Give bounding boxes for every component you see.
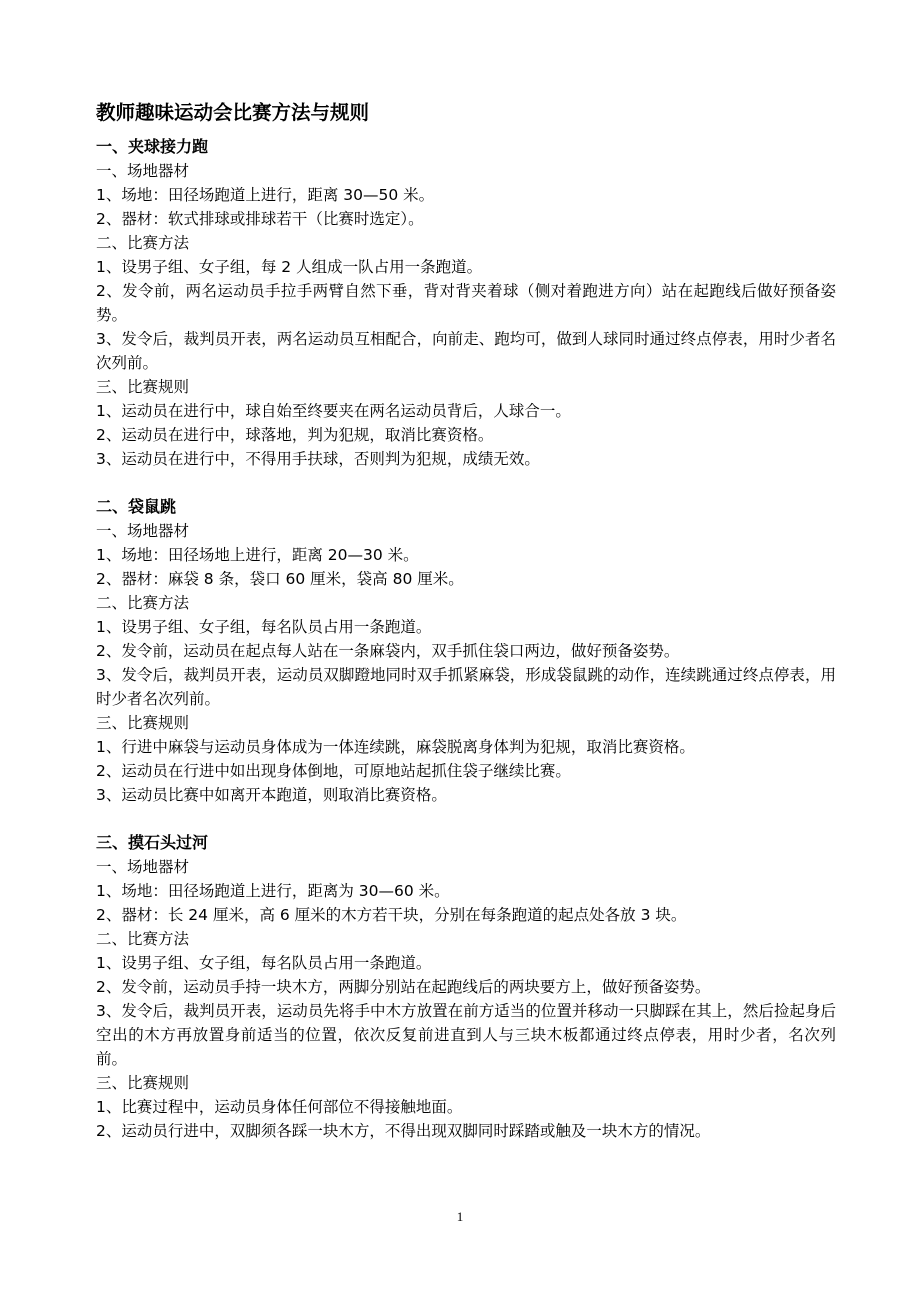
rule-item: 2、发令前，运动员在起点每人站在一条麻袋内，双手抓住袋口两边，做好预备姿势。 — [96, 642, 680, 660]
rule-item: 3、运动员比赛中如离开本跑道，则取消比赛资格。 — [96, 786, 447, 804]
rule-item: 1、运动员在进行中，球自始至终要夹在两名运动员背后，人球合一。 — [96, 402, 571, 420]
page-number: 1 — [456, 1209, 464, 1224]
section-title: 三、摸石头过河 — [96, 833, 209, 852]
subsection-label: 三、比赛规则 — [96, 714, 190, 732]
rule-item: 1、比赛过程中，运动员身体任何部位不得接触地面。 — [96, 1098, 463, 1116]
rule-item: 2、运动员在进行中，球落地，判为犯规，取消比赛资格。 — [96, 426, 494, 444]
document-body — [96, 99, 836, 1143]
section-title: 二、袋鼠跳 — [96, 497, 177, 516]
rule-item: 2、发令前，运动员手持一块木方，两脚分别站在起跑线后的两块要方上，做好预备姿势。 — [96, 978, 711, 996]
rule-item: 3、发令后，裁判员开表，运动员先将手中木方放置在前方适当的位置并移动一只脚踩在其上，然后捡起身后空出的木方再放置身前适当的位置，依次反复前进直到人与三块木板都通过终点停表，用时少者，名次列前。 — [96, 1002, 836, 1068]
subsection-label: 三、比赛规则 — [96, 378, 190, 396]
rule-item: 2、器材：长 24 厘米，高 6 厘米的木方若干块，分别在每条跑道的起点处各放 3 块。 — [96, 906, 687, 924]
rule-item: 3、发令后，裁判员开表，两名运动员互相配合，向前走、跑均可，做到人球同时通过终点停表，用时少者名次列前。 — [96, 330, 836, 372]
spacer — [96, 471, 836, 495]
subsection-label: 一、场地器材 — [96, 858, 190, 876]
rule-item: 1、场地：田径场跑道上进行，距离 30—50 米。 — [96, 186, 435, 204]
rule-item: 1、场地：田径场跑道上进行，距离为 30—60 米。 — [96, 882, 450, 900]
rule-item: 1、设男子组、女子组，每名队员占用一条跑道。 — [96, 954, 432, 972]
rule-item: 2、器材：软式排球或排球若干（比赛时选定）。 — [96, 210, 424, 228]
rule-item: 1、行进中麻袋与运动员身体成为一体连续跳，麻袋脱离身体判为犯规，取消比赛资格。 — [96, 738, 695, 756]
spacer — [96, 807, 836, 831]
rule-item: 2、发令前，两名运动员手拉手两臂自然下垂，背对背夹着球（侧对着跑进方向）站在起跑线后做好预备姿势。 — [96, 282, 836, 324]
section-title: 一、夹球接力跑 — [96, 137, 209, 156]
rule-item: 1、设男子组、女子组，每名队员占用一条跑道。 — [96, 618, 432, 636]
subsection-label: 一、场地器材 — [96, 522, 190, 540]
rule-item: 3、发令后，裁判员开表，运动员双脚蹬地同时双手抓紧麻袋，形成袋鼠跳的动作，连续跳通过终点停表，用时少者名次列前。 — [96, 666, 836, 708]
rule-item: 2、运动员在行进中如出现身体倒地，可原地站起抓住袋子继续比赛。 — [96, 762, 571, 780]
subsection-label: 二、比赛方法 — [96, 234, 190, 252]
rule-item: 1、场地：田径场地上进行，距离 20—30 米。 — [96, 546, 419, 564]
document-title: 教师趣味运动会比赛方法与规则 — [96, 101, 370, 124]
subsection-label: 二、比赛方法 — [96, 930, 190, 948]
rule-item: 2、运动员行进中，双脚须各踩一块木方，不得出现双脚同时踩踏或触及一块木方的情况。 — [96, 1122, 711, 1140]
subsection-label: 三、比赛规则 — [96, 1074, 190, 1092]
rule-item: 1、设男子组、女子组，每 2 人组成一队占用一条跑道。 — [96, 258, 483, 276]
rule-item: 3、运动员在进行中，不得用手扶球，否则判为犯规，成绩无效。 — [96, 450, 540, 468]
subsection-label: 二、比赛方法 — [96, 594, 190, 612]
subsection-label: 一、场地器材 — [96, 162, 190, 180]
rule-item: 2、器材：麻袋 8 条，袋口 60 厘米，袋高 80 厘米。 — [96, 570, 464, 588]
